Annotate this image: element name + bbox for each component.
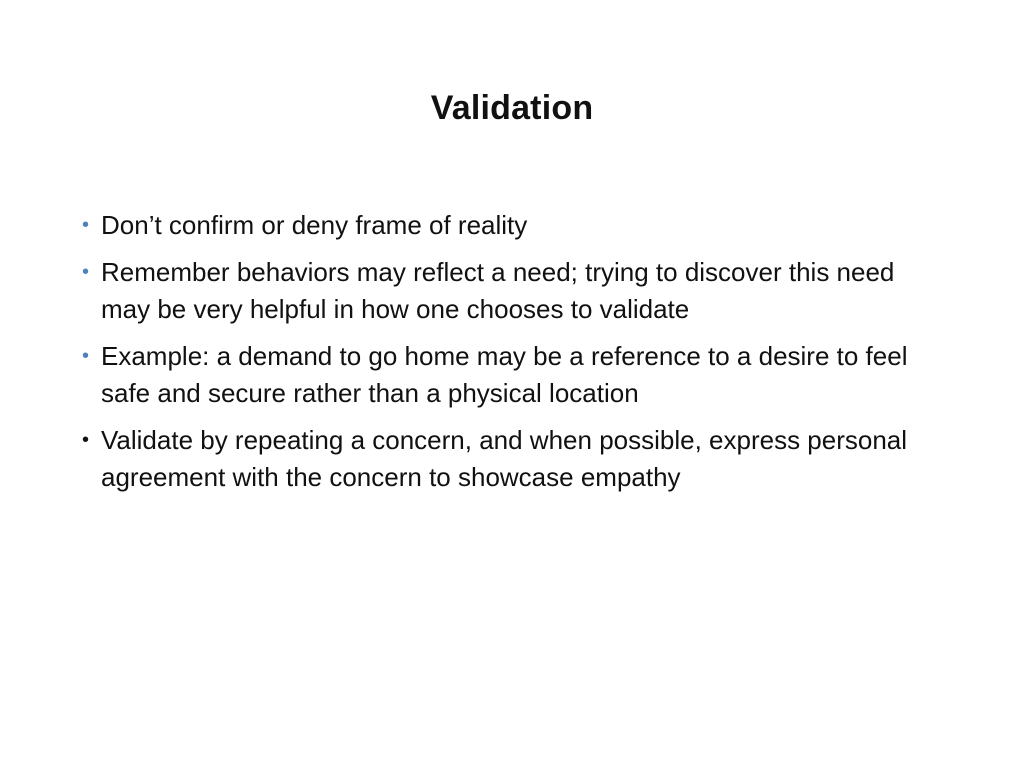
slide-title: Validation	[430, 89, 594, 127]
bullet-marker: •	[82, 261, 90, 283]
bullet-marker: •	[82, 345, 90, 367]
bullet-item	[78, 422, 948, 496]
bullet-item	[78, 207, 948, 244]
bullet-marker: •	[82, 214, 90, 236]
bullet-text: Validate by repeating a concern, and when possible, express personal agreement with the concern to showcase empathy	[101, 425, 908, 492]
bullet-item	[78, 254, 948, 328]
bullet-item	[78, 338, 948, 412]
bullet-list	[78, 207, 948, 506]
bullet-text: Remember behaviors may reflect a need; trying to discover this need may be very helpful in how one chooses to validate	[101, 257, 895, 324]
bullet-text: Don’t confirm or deny frame of reality	[101, 210, 528, 240]
bullet-text: Example: a demand to go home may be a reference to a desire to feel safe and secure rather than a physical location	[101, 341, 908, 408]
bullet-marker: •	[82, 429, 90, 451]
